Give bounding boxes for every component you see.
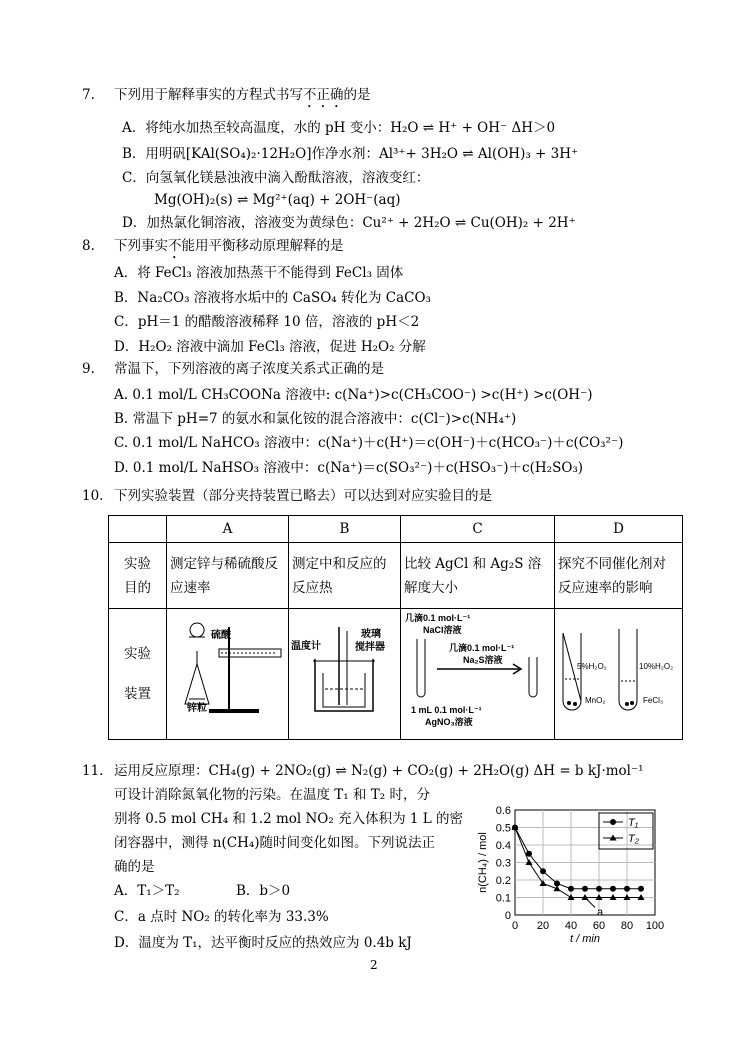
page-number: 2	[370, 958, 378, 972]
q8-title: 下列事实不能用平衡移动原理解释的是	[114, 238, 344, 254]
q11-text-line-4: 闭容器中，测得 n(CH₄)随时间变化如图。下列说法正	[114, 835, 436, 851]
x-tick-label: 20	[536, 920, 550, 932]
label-fecl3: FeCl₃	[643, 696, 664, 705]
q11-text-line-2: 可设计消除氮氧化物的污染。在温度 T₁ 和 T₂ 时，分	[114, 787, 430, 803]
q8-number: 8.	[82, 238, 95, 254]
x-tick-label: 60	[592, 920, 606, 932]
label-c1: 几滴0.1 mol·L⁻¹	[405, 613, 471, 623]
label-c5: 1 mL 0.1 mol·L⁻¹	[411, 705, 482, 715]
chart-axes	[496, 805, 664, 932]
purpose-a: 测定锌与稀硫酸反应速率	[167, 543, 289, 609]
chart-annotation-a: a	[597, 906, 604, 919]
q9-title: 常温下，下列溶液的离子浓度关系式正确的是	[114, 361, 384, 377]
label-mno2: MnO₂	[585, 696, 606, 705]
table-header-c: C	[401, 516, 555, 543]
point-T2	[540, 880, 547, 886]
q8-option-a: A．将 FeCl₃ 溶液加热蒸干不能得到 FeCl₃ 固体	[114, 265, 404, 281]
row-label-purpose: 实验目的	[109, 543, 167, 609]
q11-option-c: C．a 点时 NO₂ 的转化率为 33.3%	[114, 909, 329, 925]
label-stirrer-2: 搅拌器	[355, 642, 385, 653]
q7-option-c: C．向氢氧化镁悬浊液中滴入酚酞溶液，溶液变红：	[122, 170, 430, 186]
zinc-acid-apparatus-figure	[167, 609, 287, 731]
label-10-h2o2: 10%H₂O₂	[639, 662, 674, 671]
apparatus-a	[167, 609, 289, 740]
y-tick-label: 0.2	[495, 875, 511, 887]
y-tick-label: 0.4	[495, 840, 511, 852]
q8-option-c: C．pH＝1 的醋酸溶液稀释 10 倍，溶液的 pH＜2	[114, 314, 420, 330]
q9-option-b: B. 常温下 pH=7 的氨水和氯化铵的混合溶液中：c(Cl⁻)>c(NH₄⁺)	[114, 411, 517, 427]
apparatus-c	[401, 609, 555, 740]
q11-option-d: D．温度为 T₁，达平衡时反应的热效应为 0.4b kJ	[114, 935, 412, 951]
q11-number: 11.	[82, 763, 104, 779]
legend-marker-T1	[610, 819, 616, 825]
q8-option-d: D．H₂O₂ 溶液中滴加 FeCl₃ 溶液，促进 H₂O₂ 分解	[114, 339, 426, 355]
x-tick-label: 0	[511, 920, 519, 932]
point-T1	[526, 851, 532, 857]
q11-reaction-line: 运用反应原理：CH₄(g) + 2NO₂(g) ⇌ N₂(g) + CO₂(g) + 2H₂O(g) ΔH = b kJ·mol⁻¹	[114, 763, 644, 779]
apparatus-b	[289, 609, 401, 740]
q9-number: 9.	[82, 361, 95, 377]
q11-text-line-3: 别将 0.5 mol CH₄ 和 1.2 mol NO₂ 充入体积为 1 L 的密	[114, 811, 463, 827]
table-header-b: B	[289, 516, 401, 543]
table-header-a: A	[167, 516, 289, 543]
q8-option-b: B．Na₂CO₃ 溶液将水垢中的 CaSO₄ 转化为 CaCO₃	[114, 290, 431, 306]
x-tick-label: 80	[620, 920, 634, 932]
q11-option-b: B．b＞0	[236, 883, 291, 899]
point-T1	[582, 886, 588, 892]
row-label-apparatus: 实验装置	[109, 609, 167, 740]
label-5-h2o2: 5%H₂O₂	[577, 662, 607, 671]
table-corner	[109, 516, 167, 543]
q9-option-c: C. 0.1 mol/L NaHCO₃ 溶液中：c(Na⁺)＋c(H⁺)＝c(OH⁻)＋c(HCO₃⁻)＋c(CO₃²⁻)	[114, 435, 624, 451]
annotation-pointer	[585, 898, 595, 908]
label-zinc: 锌粒	[187, 703, 207, 714]
label-thermometer: 温度计	[291, 641, 321, 652]
chart-legend-box	[599, 813, 653, 849]
label-c4: Na₂S溶液	[463, 655, 503, 665]
legend-label-T2: T₂	[628, 833, 639, 845]
q10-number: 10.	[82, 488, 104, 504]
catalyst-figure	[555, 609, 681, 731]
legend-label-T1: T₁	[628, 817, 639, 829]
label-c6: AgNO₃溶液	[425, 717, 473, 727]
q9-option-a: A. 0.1 mol/L CH₃COONa 溶液中: c(Na⁺)>c(CH₃COO⁻) >c(H⁺) >c(OH⁻)	[114, 387, 593, 403]
label-acid: 硫酸	[211, 630, 231, 641]
point-T1	[610, 886, 616, 892]
table-header-d: D	[555, 516, 683, 543]
q11-text-line-5: 确的是	[114, 859, 155, 875]
q7-option-a: A．将纯水加热至较高温度，水的 pH 变小：H₂O ⇌ H⁺ + OH⁻ ΔH＞0	[122, 120, 556, 136]
q7-option-c-equation: Mg(OH)₂(s) ⇌ Mg²⁺(aq) + 2OH⁻(aq)	[154, 192, 401, 208]
x-tick-label: 40	[564, 920, 578, 932]
y-tick-label: 0.6	[495, 805, 511, 817]
purpose-c: 比较 AgCl 和 Ag₂S 溶解度大小	[401, 543, 555, 609]
q7-title: 下列用于解释事实的方程式书写不正确的是	[114, 87, 371, 103]
point-T1	[568, 886, 574, 892]
y-tick-label: 0.5	[495, 822, 511, 835]
q7-option-d: D．加热氯化铜溶液，溶液变为黄绿色：Cu²⁺ + 2H₂O ⇌ Cu(OH)₂ + 2H⁺	[122, 215, 576, 231]
y-tick-label: 0.1	[495, 892, 511, 905]
calorimeter-figure	[289, 609, 399, 731]
x-tick-label: 100	[645, 920, 665, 932]
q11-option-a: A．T₁＞T₂	[114, 883, 180, 899]
experiment-table	[108, 515, 683, 740]
label-stirrer-1: 玻璃	[361, 629, 381, 640]
point-T1	[540, 868, 546, 874]
q10-title: 下列实验装置（部分夹持装置已略去）可以达到对应实验目的是	[114, 488, 492, 504]
y-tick-label: 0	[504, 910, 511, 922]
n-ch4-time-chart	[470, 795, 680, 945]
y-tick-label: 0.3	[495, 857, 511, 870]
chart-x-axis-label: t / min	[570, 933, 600, 945]
apparatus-d	[555, 609, 683, 740]
q9-option-d: D. 0.1 mol/L NaHSO₃ 溶液中：c(Na⁺)＝c(SO₃²⁻)＋c(HSO₃⁻)＋c(H₂SO₃)	[114, 460, 584, 476]
label-c3: 几滴0.1 mol·L⁻¹	[449, 643, 515, 653]
point-T1	[638, 886, 644, 892]
purpose-b: 测定中和反应的反应热	[289, 543, 401, 609]
point-T1	[596, 886, 602, 892]
chart-y-axis-label: n(CH₄) / mol	[477, 832, 489, 893]
precipitation-figure	[401, 609, 553, 731]
label-c2: NaCl溶液	[423, 625, 462, 635]
purpose-d: 探究不同催化剂对反应速率的影响	[555, 543, 683, 609]
q7-option-b: B．用明矾[KAl(SO₄)₂·12H₂O]作净水剂：Al³⁺+ 3H₂O ⇌ Al(OH)₃ + 3H⁺	[122, 146, 579, 162]
q7-number: 7.	[82, 87, 95, 103]
point-T1	[624, 886, 630, 892]
